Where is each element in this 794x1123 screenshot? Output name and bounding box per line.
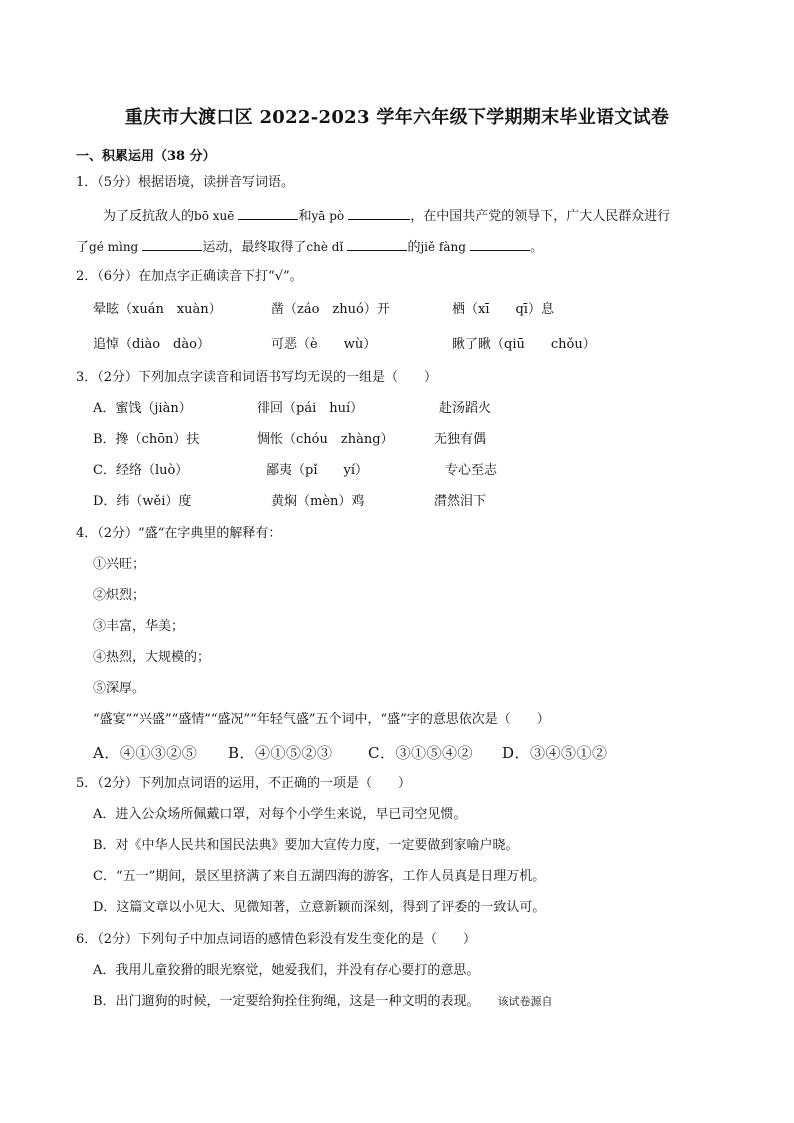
q6-option-b[interactable]: B．出门遛狗的时候，一定要给狗拴住狗绳，这是一种文明的表现。 该试卷源自 xyxy=(93,994,553,1009)
q4-option-c[interactable]: C．③①⑤④② xyxy=(368,744,473,762)
q5-option-d[interactable]: D．这篇文章以小见大、见微知著，立意新颖而深刻，得到了评委的一致认可。 xyxy=(93,900,546,915)
meaning-item: ②炽烈； xyxy=(93,588,146,603)
q6-option-a[interactable]: A．我用儿童狡猾的眼光察觉，她爱我们，并没有存心要打的意思。 xyxy=(93,963,480,978)
q5-option-a[interactable]: A．进入公众场所佩戴口罩，对每个小学生来说，早已司空见惯。 xyxy=(93,807,467,822)
q3-option-b-word: 惆怅（chóu zhàng） xyxy=(257,432,394,447)
question-1-stem: 1．（5分）根据语境，读拼音写词语。 xyxy=(76,175,295,190)
meaning-item: ③丰富，华美； xyxy=(93,619,185,634)
q2-item[interactable]: 可恶（è wù） xyxy=(271,337,377,352)
q5-option-b[interactable]: B．对《中华人民共和国民法典》要加大宣传力度，一定要做到家喻户晓。 xyxy=(93,838,519,853)
pinyin-1: bō xuē xyxy=(194,209,235,223)
q5-option-c[interactable]: C．“五一”期间，景区里挤满了来自五湖四海的游客，工作人员真是日理万机。 xyxy=(93,869,546,884)
section-heading: 一、积累运用（38 分） xyxy=(76,149,216,164)
q3-option-b-idiom: 无独有偶 xyxy=(434,432,487,447)
meaning-item: ①兴旺； xyxy=(93,557,146,572)
q3-option-c-word: 鄙夷（pǐ yí） xyxy=(266,463,368,478)
meaning-item: ④热烈，大规模的； xyxy=(93,650,211,665)
q3-option-d[interactable]: D．纬（wěi）度 xyxy=(93,494,192,509)
q3-option-a[interactable]: A．蜜饯（jiàn） xyxy=(93,401,192,416)
q4-option-d[interactable]: D．③④⑤①② xyxy=(502,744,608,762)
q3-option-d-word: 黄焖（mèn）鸡 xyxy=(271,494,365,509)
answer-blank-1[interactable] xyxy=(238,205,298,220)
q2-item[interactable]: 凿（záo zhuó）开 xyxy=(271,302,390,317)
question-1-line-1: 为了反抗敌人的bō xuē 和yā pò ，在中国共产党的领导下，广大人民群众进行 xyxy=(103,205,670,226)
meaning-item: ⑤深厚。 xyxy=(93,681,146,696)
question-5-stem: 5．（2分）下列加点词语的运用，不正确的一项是（ ） xyxy=(76,776,412,791)
question-2-stem: 2．（6分）在加点字正确读音下打“√”。 xyxy=(76,269,303,284)
answer-blank-4[interactable] xyxy=(347,236,407,251)
source-note: 该试卷源自 xyxy=(497,995,553,1008)
question-3-stem: 3．（2分）下列加点字读音和词语书写均无误的一组是（ ） xyxy=(76,370,438,385)
q4-option-b[interactable]: B．④①⑤②③ xyxy=(228,744,333,762)
q2-item[interactable]: 追悼（diào dào） xyxy=(93,337,210,352)
q2-item[interactable]: 栖（xī qī）息 xyxy=(452,302,554,317)
q3-option-c-idiom: 专心至志 xyxy=(445,463,498,478)
q2-item[interactable]: 瞅了瞅（qiū chǒu） xyxy=(452,337,596,352)
question-4-prompt: “盛宴”“兴盛”“盛情”“盛况”“年轻气盛”五个词中，“盛”字的意思依次是（ ） xyxy=(93,712,550,727)
question-6-stem: 6．（2分）下列句子中加点词语的感情色彩没有发生变化的是（ ） xyxy=(76,932,477,947)
question-1-line-2: 了gé mìng 运动，最终取得了chè dǐ 的jiě fàng 。 xyxy=(76,236,543,257)
q2-item[interactable]: 晕眩（xuán xuàn） xyxy=(93,302,222,317)
pinyin-3: gé mìng xyxy=(89,240,139,254)
pinyin-4: chè dǐ xyxy=(306,240,344,254)
q3-option-b[interactable]: B．搀（chōn）扶 xyxy=(93,432,200,447)
q3-option-d-idiom: 潸然泪下 xyxy=(434,494,487,509)
q4-option-a[interactable]: A．④①③②⑤ xyxy=(93,744,198,762)
answer-blank-5[interactable] xyxy=(470,236,530,251)
q3-option-a-idiom: 赴汤蹈火 xyxy=(439,401,492,416)
answer-blank-3[interactable] xyxy=(142,236,202,251)
q3-option-a-word: 徘回（pái huí） xyxy=(257,401,364,416)
q3-option-c[interactable]: C．经络（luò） xyxy=(93,463,189,478)
question-4-stem: 4．（2分）“盛“在字典里的解释有： xyxy=(76,526,282,541)
pinyin-2: yā pò xyxy=(311,209,345,223)
page-title: 重庆市大渡口区 2022-2023 学年六年级下学期期末毕业语文试卷 xyxy=(124,107,670,128)
pinyin-5: jiě fàng xyxy=(420,240,466,254)
answer-blank-2[interactable] xyxy=(348,205,410,220)
